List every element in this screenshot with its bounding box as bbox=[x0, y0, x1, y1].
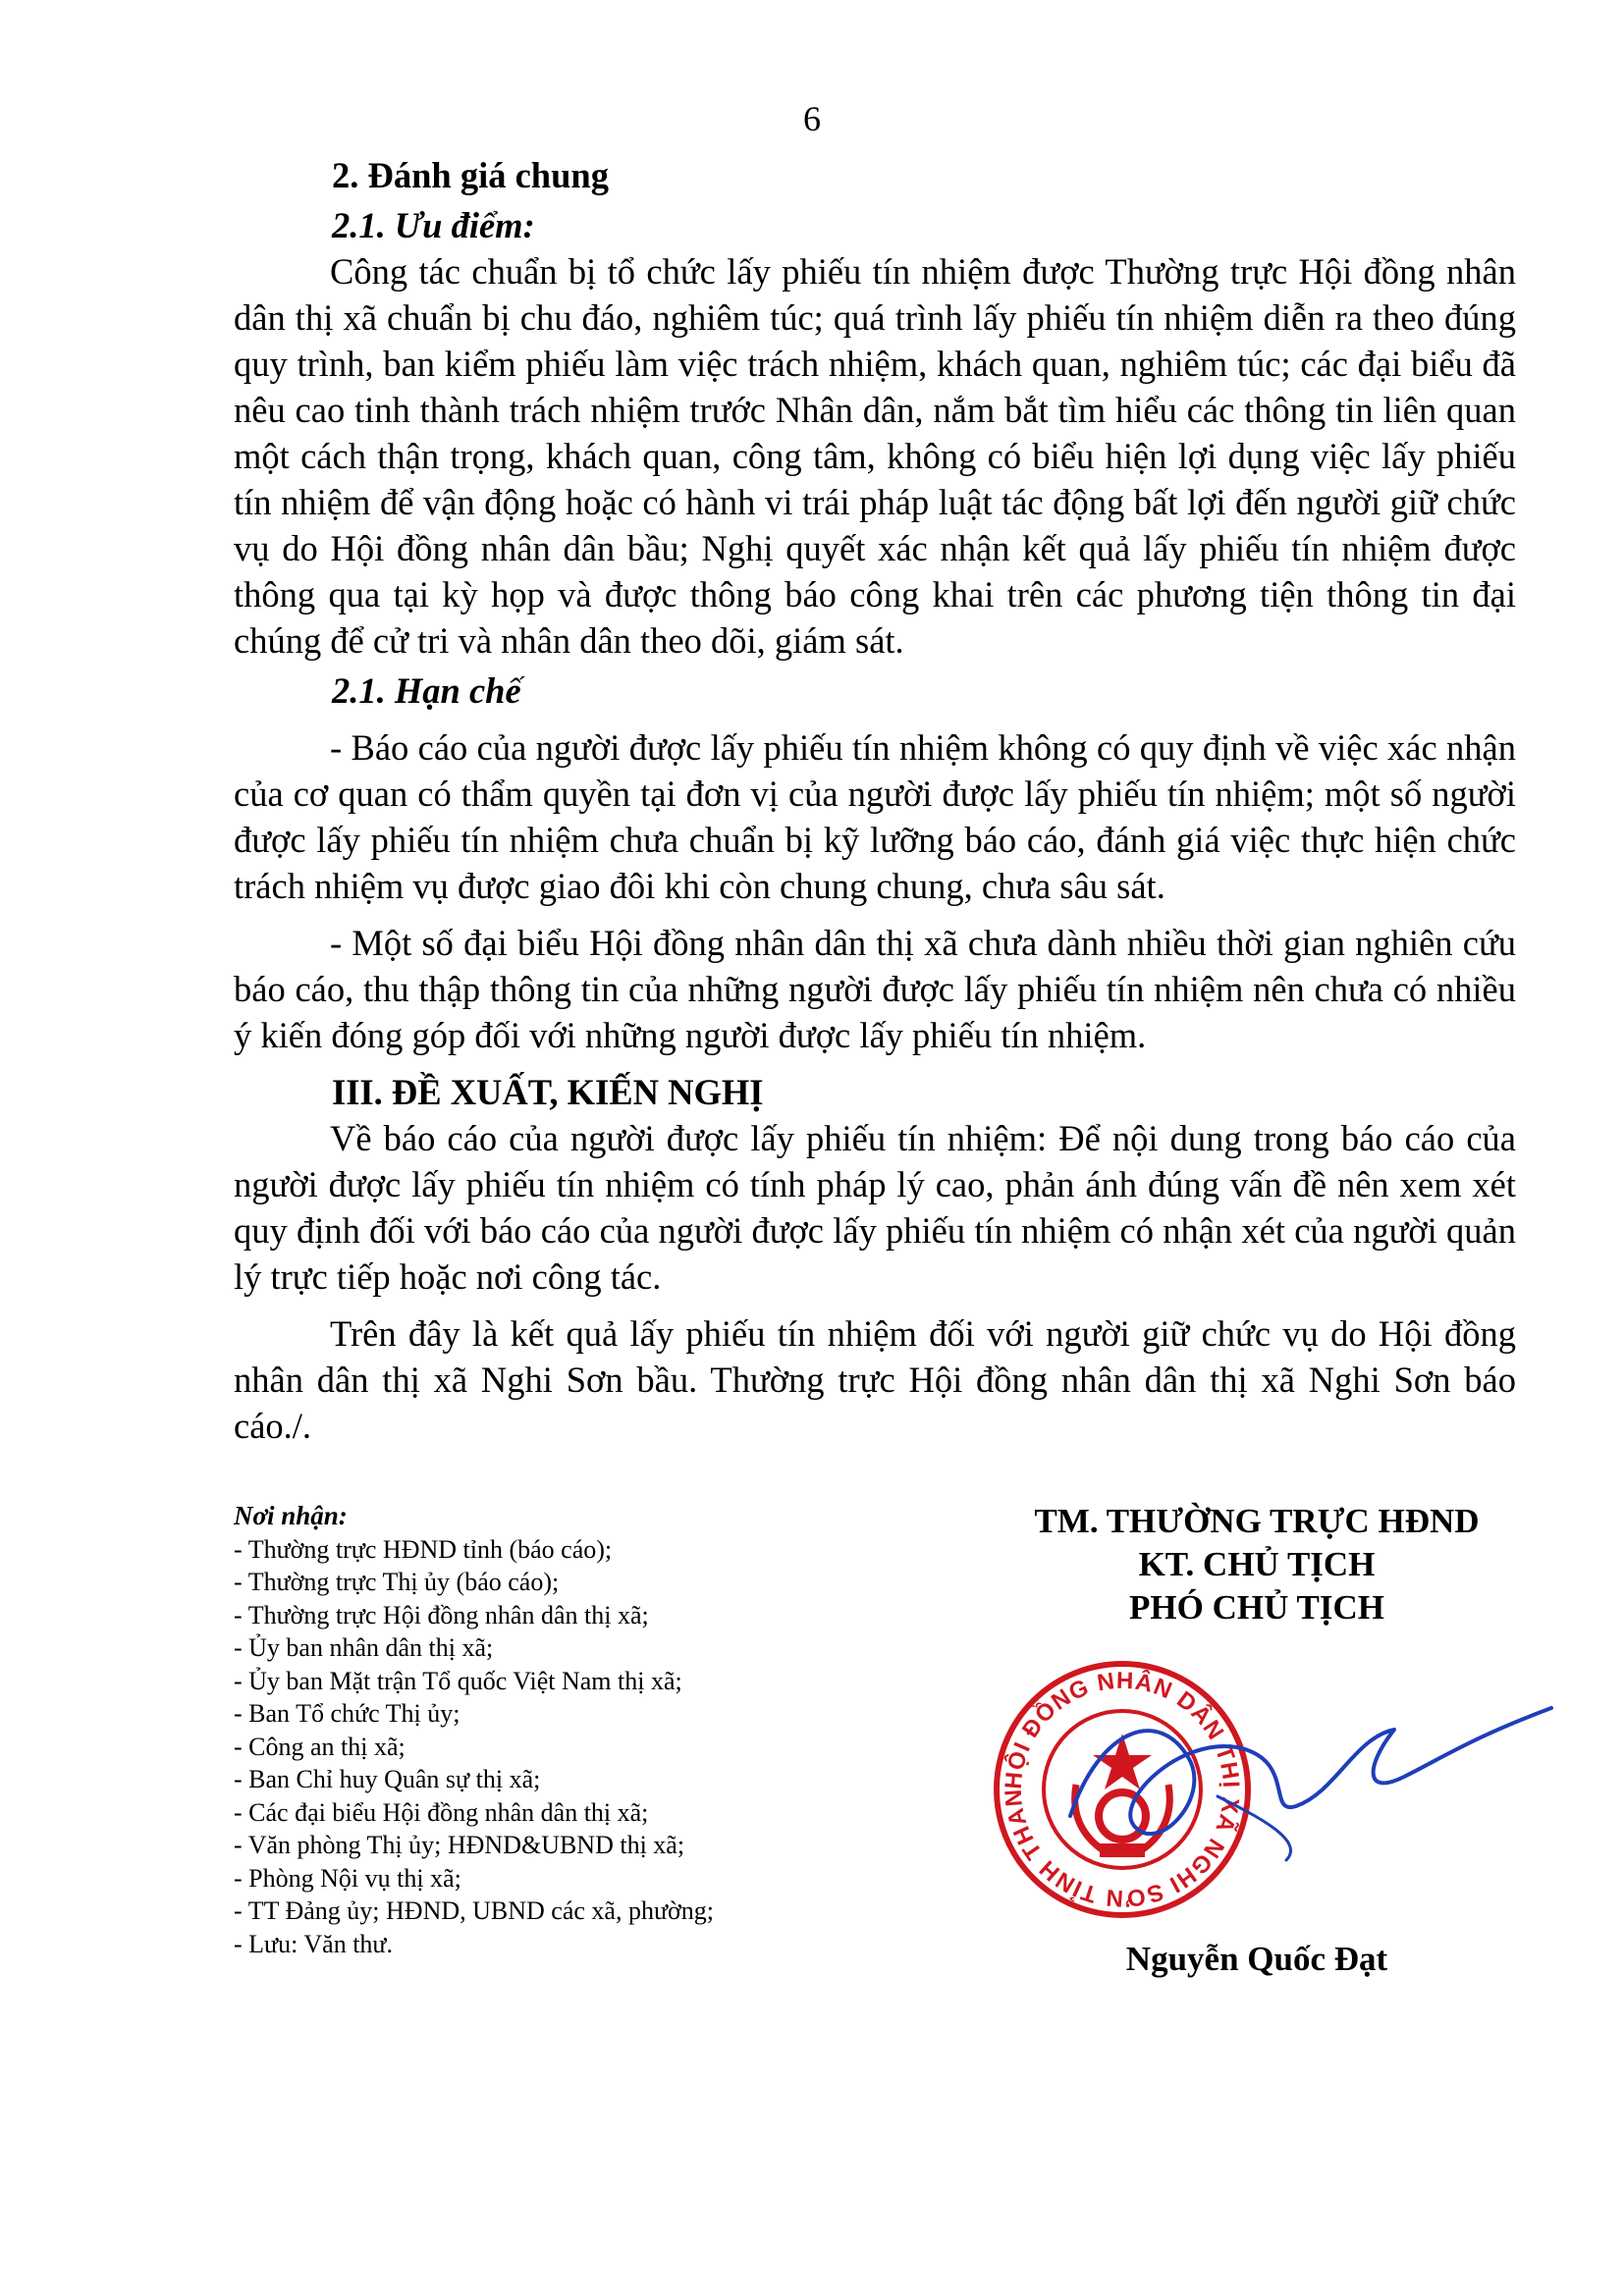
recipient-item: - Các đại biểu Hội đồng nhân dân thị xã; bbox=[234, 1797, 649, 1827]
signature-title-line1: TM. THƯỜNG TRỰC HĐND bbox=[1034, 1502, 1480, 1540]
signature-title-line3: PHÓ CHỦ TỊCH bbox=[1129, 1588, 1384, 1627]
recipients-list bbox=[234, 1500, 941, 1960]
seal-text: HỘI ĐỒNG NHÂN DÂN THỊ XÃ NGHI SƠN TỈNH THAN bbox=[1000, 1667, 1245, 1912]
recipient-item: - Thường trực Hội đồng nhân dân thị xã; bbox=[234, 1600, 649, 1629]
section-2-2-heading: 2.1. Hạn chế bbox=[332, 670, 521, 711]
page-number: 6 bbox=[803, 99, 821, 138]
closing-paragraph: Trên đây là kết quả lấy phiếu tín nhiệm đối với người giữ chức vụ do Hội đồng nhân dân thị xã Nghi Sơn bầu. Thường trực Hội đồng nhân dân thị xã Nghi Sơn báo cáo./. bbox=[234, 1313, 1516, 1446]
recipient-item: - Phòng Nội vụ thị xã; bbox=[234, 1863, 461, 1893]
section-3-heading: III. ĐỀ XUẤT, KIẾN NGHỊ bbox=[332, 1072, 764, 1112]
section-2-1-heading: 2.1. Ưu điểm: bbox=[332, 205, 535, 245]
recipient-item: - Thường trực Thị ủy (báo cáo); bbox=[234, 1568, 560, 1596]
limitation-paragraph-2: - Một số đại biểu Hội đồng nhân dân thị xã chưa dành nhiều thời gian nghiên cứu báo cáo, thu thập thông tin của những người được lấy phiếu tín nhiệm nên chưa có nhiều ý kiến đóng góp đối với những người được lấy phiếu tín nhiệm. bbox=[234, 923, 1516, 1055]
recipient-item: - Văn phòng Thị ủy; HĐND&UBND thị xã; bbox=[234, 1831, 685, 1859]
section-2-heading: 2. Đánh giá chung bbox=[332, 155, 609, 195]
signer-name: Nguyễn Quốc Đạt bbox=[1125, 1940, 1388, 1978]
signature-title-line2: KT. CHỦ TỊCH bbox=[1138, 1545, 1376, 1583]
recipient-item: - TT Đảng ủy; HĐND, UBND các xã, phường; bbox=[234, 1896, 715, 1925]
recipients-title: Nơi nhận: bbox=[234, 1501, 348, 1530]
recipient-item: - Ban Tổ chức Thị ủy; bbox=[234, 1699, 460, 1728]
recipient-item: - Ủy ban nhân dân thị xã; bbox=[234, 1633, 494, 1662]
limitation-paragraph-1: - Báo cáo của người được lấy phiếu tín nhiệm không có quy định về việc xác nhận của cơ quan có thẩm quyền tại đơn vị của người được lấy phiếu tín nhiệm; một số người được lấy phiếu tín nhiệm chưa chuẩn bị kỹ lưỡng báo cáo, đánh giá việc thực hiện chức trách nhiệm vụ được giao đôi khi còn chung chung, chưa sâu sát. bbox=[234, 727, 1516, 906]
report-body bbox=[234, 152, 1516, 1449]
recipient-item: - Công an thị xã; bbox=[234, 1732, 406, 1761]
recipient-item: - Thường trực HĐND tỉnh (báo cáo); bbox=[234, 1534, 613, 1564]
proposal-paragraph: Về báo cáo của người được lấy phiếu tín nhiệm: Để nội dung trong báo cáo của người được lấy phiếu tín nhiệm có tính pháp lý cao, phản ánh đúng vấn đề nên xem xét quy định đối với báo cáo của người được lấy phiếu tín nhiệm có nhận xét của người quản lý trực tiếp hoặc nơi công tác. bbox=[234, 1118, 1516, 1297]
recipient-item: - Ủy ban Mặt trận Tổ quốc Việt Nam thị xã; bbox=[234, 1666, 682, 1695]
recipient-item: - Ban Chỉ huy Quân sự thị xã; bbox=[234, 1765, 541, 1793]
recipient-item: - Lưu: Văn thư. bbox=[234, 1929, 394, 1958]
handwritten-signature bbox=[1041, 1669, 1571, 1875]
section-2-1-paragraph: Công tác chuẩn bị tổ chức lấy phiếu tín nhiệm được Thường trực Hội đồng nhân dân thị xã chuẩn bị chu đáo, nghiêm túc; quá trình lấy phiếu tín nhiệm diễn ra theo đúng quy trình, ban kiểm phiếu làm việc trách nhiệm, khách quan, nghiêm túc; các đại biểu đã nêu cao tinh thành trách nhiệm trước Nhân dân, nắm bắt tìm hiểu các thông tin liên quan một cách thận trọng, khách quan, công tâm, không có biểu hiện lợi dụng việc lấy phiếu tín nhiệm để vận động hoặc có hành vi trái pháp luật tác động bất lợi đến người giữ chức vụ do Hội đồng nhân dân bầu; Nghị quyết xác nhận kết quả lấy phiếu tín nhiệm được thông qua tại kỳ họp và được thông báo công khai trên các phương tiện thông tin đại chúng để cử tri và nhân dân theo dõi, giám sát. bbox=[234, 251, 1516, 661]
